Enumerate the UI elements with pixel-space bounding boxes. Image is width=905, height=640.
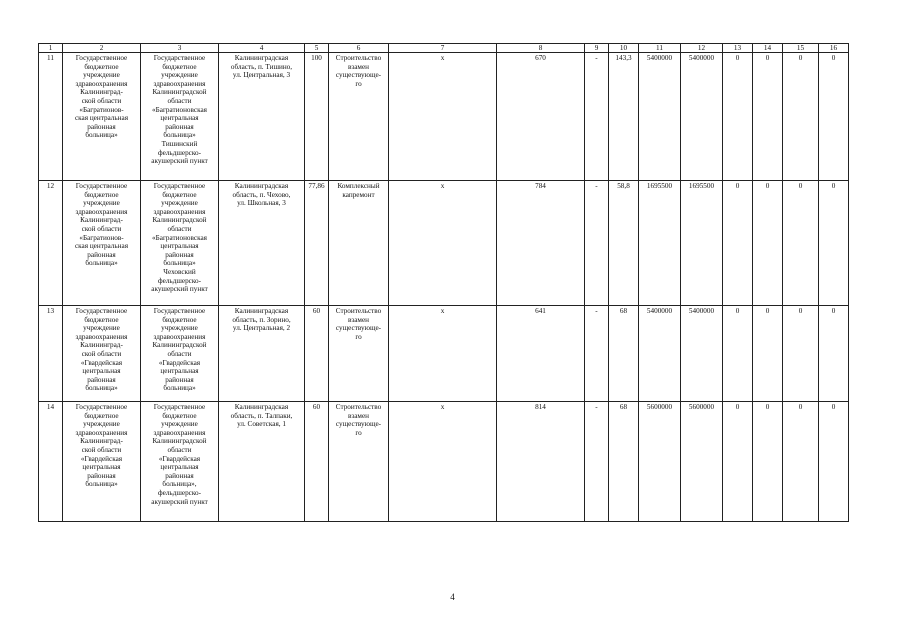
value-cell: 100 xyxy=(305,53,329,181)
column-header: 1 xyxy=(39,44,63,53)
facility-cell: Государственное бюджетное учреждение здравоохранения Калининградской области «Гвардейская центральная районная больница» xyxy=(141,306,219,402)
value-cell: - xyxy=(585,53,609,181)
value-cell: 670 xyxy=(497,53,585,181)
organization-cell: Государственное бюджетное учреждение здравоохранения Калининград- ской области «Гвардейская центральная районная больница» xyxy=(63,402,141,522)
table-row xyxy=(39,402,849,522)
facilities-table xyxy=(38,43,849,522)
page-number: 4 xyxy=(450,592,455,602)
row-number: 12 xyxy=(39,181,63,306)
column-header: 14 xyxy=(753,44,783,53)
column-number-row xyxy=(39,44,849,53)
work-type-cell: Строительство взамен существующе- го xyxy=(329,306,389,402)
column-header: 8 xyxy=(497,44,585,53)
value-cell: 0 xyxy=(753,402,783,522)
column-header: 2 xyxy=(63,44,141,53)
value-cell: 0 xyxy=(819,181,849,306)
column-header: 3 xyxy=(141,44,219,53)
value-cell: 0 xyxy=(819,306,849,402)
facility-cell: Государственное бюджетное учреждение здравоохранения Калининградской области «Гвардейская центральная районная больница», фельдшерско- акушерский пункт xyxy=(141,402,219,522)
value-cell: 0 xyxy=(723,53,753,181)
facility-cell: Государственное бюджетное учреждение здравоохранения Калининградской области «Багратионовская центральная районная больница» Чеховский фельдшерско- акушерский пункт xyxy=(141,181,219,306)
value-cell: 1695500 xyxy=(681,181,723,306)
value-cell: - xyxy=(585,306,609,402)
value-cell: 77,86 xyxy=(305,181,329,306)
value-cell: 0 xyxy=(753,181,783,306)
value-cell: 0 xyxy=(783,53,819,181)
value-cell: x xyxy=(389,53,497,181)
value-cell: 0 xyxy=(723,402,753,522)
column-header: 15 xyxy=(783,44,819,53)
value-cell: 5600000 xyxy=(639,402,681,522)
row-number: 14 xyxy=(39,402,63,522)
column-header: 12 xyxy=(681,44,723,53)
value-cell: 68 xyxy=(609,306,639,402)
row-number: 13 xyxy=(39,306,63,402)
organization-cell: Государственное бюджетное учреждение здравоохранения Калининград- ской области «Гвардейская центральная районная больница» xyxy=(63,306,141,402)
value-cell: 0 xyxy=(723,181,753,306)
value-cell: 784 xyxy=(497,181,585,306)
organization-cell: Государственное бюджетное учреждение здравоохранения Калининград- ской области «Багратионов- ская центральная районная больница» xyxy=(63,181,141,306)
value-cell: 0 xyxy=(723,306,753,402)
organization-cell: Государственное бюджетное учреждение здравоохранения Калининград- ской области «Багратионов- ская центральная районная больница» xyxy=(63,53,141,181)
column-header: 7 xyxy=(389,44,497,53)
value-cell: 5400000 xyxy=(681,53,723,181)
column-header: 6 xyxy=(329,44,389,53)
value-cell: 814 xyxy=(497,402,585,522)
value-cell: 58,8 xyxy=(609,181,639,306)
column-header: 10 xyxy=(609,44,639,53)
value-cell: 0 xyxy=(819,402,849,522)
value-cell: 0 xyxy=(783,306,819,402)
table-row xyxy=(39,181,849,306)
work-type-cell: Строительство взамен существующе- го xyxy=(329,53,389,181)
value-cell: 5600000 xyxy=(681,402,723,522)
facility-cell: Государственное бюджетное учреждение здравоохранения Калининградской области «Багратионовская центральная районная больница» Тишинский фельдшерско- акушерский пункт xyxy=(141,53,219,181)
value-cell: 0 xyxy=(819,53,849,181)
value-cell: x xyxy=(389,306,497,402)
address-cell: Калининградская область, п. Тишино, ул. Центральная, 3 xyxy=(219,53,305,181)
value-cell: 0 xyxy=(753,53,783,181)
value-cell: 5400000 xyxy=(639,53,681,181)
value-cell: 0 xyxy=(753,306,783,402)
address-cell: Калининградская область, п. Талпаки, ул. Советская, 1 xyxy=(219,402,305,522)
address-cell: Калининградская область, п. Зорино, ул. Центральная, 2 xyxy=(219,306,305,402)
value-cell: 5400000 xyxy=(639,306,681,402)
work-type-cell: Комплексный капремонт xyxy=(329,181,389,306)
column-header: 11 xyxy=(639,44,681,53)
row-number: 11 xyxy=(39,53,63,181)
address-cell: Калининградская область, п. Чехово, ул. Школьная, 3 xyxy=(219,181,305,306)
value-cell: 0 xyxy=(783,181,819,306)
value-cell: 641 xyxy=(497,306,585,402)
value-cell: 1695500 xyxy=(639,181,681,306)
value-cell: 143,3 xyxy=(609,53,639,181)
column-header: 9 xyxy=(585,44,609,53)
work-type-cell: Строительство взамен существующе- го xyxy=(329,402,389,522)
value-cell: x xyxy=(389,181,497,306)
value-cell: 60 xyxy=(305,402,329,522)
column-header: 16 xyxy=(819,44,849,53)
value-cell: 5400000 xyxy=(681,306,723,402)
table-row xyxy=(39,53,849,181)
document-sheet xyxy=(38,43,848,522)
table-row xyxy=(39,306,849,402)
column-header: 13 xyxy=(723,44,753,53)
value-cell: 0 xyxy=(783,402,819,522)
value-cell: 68 xyxy=(609,402,639,522)
column-header: 4 xyxy=(219,44,305,53)
value-cell: - xyxy=(585,402,609,522)
value-cell: - xyxy=(585,181,609,306)
value-cell: 60 xyxy=(305,306,329,402)
value-cell: x xyxy=(389,402,497,522)
column-header: 5 xyxy=(305,44,329,53)
